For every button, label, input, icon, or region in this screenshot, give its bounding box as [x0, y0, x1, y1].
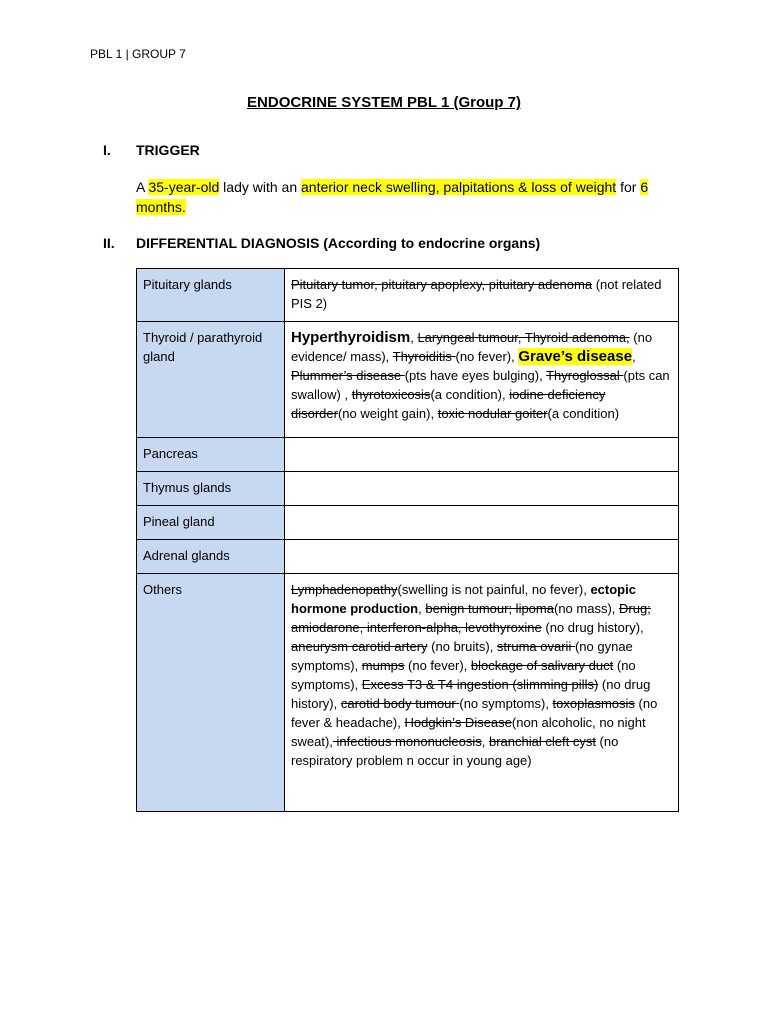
differential-diagnosis-table — [136, 268, 679, 812]
text-run: , — [481, 734, 489, 749]
section-differential-heading — [103, 235, 540, 251]
struck-text: thyrotoxicosis — [351, 387, 431, 402]
text-run: (no symptoms), — [459, 696, 553, 711]
struck-text: struma ovarii — [496, 639, 575, 654]
organ-label: Thyroid / parathyroid gland — [137, 322, 285, 438]
section-title: TRIGGER — [136, 142, 200, 158]
text-run: (no mass), — [553, 601, 619, 616]
diagnosis-cell — [285, 506, 679, 540]
struck-text: Excess T3 & T4 ingestion (slimming pills) — [361, 677, 599, 692]
text-run: (no drug history), — [291, 677, 651, 711]
text-run: (no drug history), — [541, 620, 644, 635]
text-run: (no fever), — [404, 658, 471, 673]
struck-text: Drug; amiodarone, interferon-alpha, levothyroxine — [291, 601, 651, 635]
bold-text: ectopic hormone production — [291, 582, 636, 616]
text-run: (no weight gain), — [337, 406, 438, 421]
diagnosis-cell — [285, 322, 679, 438]
trigger-paragraph — [136, 177, 666, 217]
text-run: (swelling is not painful, no fever), — [397, 582, 591, 597]
text-run: (no fever & headache), — [291, 696, 658, 730]
table-row — [137, 506, 679, 540]
section-title: DIFFERENTIAL DIAGNOSIS (According to endocrine organs) — [136, 235, 541, 251]
text-run: (a condition) — [547, 406, 620, 421]
struck-text: benign tumour; lipoma — [425, 601, 554, 616]
document-title: ENDOCRINE SYSTEM PBL 1 (Group 7) — [247, 94, 521, 111]
struck-text: Lymphadenopathy — [291, 582, 398, 597]
text-run: (no fever), — [455, 349, 519, 364]
struck-text: Thyroglossal — [546, 368, 624, 383]
diagnosis-cell — [285, 540, 679, 574]
table-row — [137, 540, 679, 574]
struck-text: Pituitary tumor, pituitary apoplexy, pituitary adenoma — [291, 277, 593, 292]
text-run: , — [418, 601, 426, 616]
struck-text: blockage of salivary duct — [470, 658, 614, 673]
struck-text: carotid body tumour — [340, 696, 460, 711]
text-run: A — [136, 179, 149, 195]
organ-label: Others — [137, 574, 285, 812]
text-run: (a condition), — [430, 387, 510, 402]
text-run: (no gynae symptoms), — [291, 639, 633, 673]
struck-text: iodine deficiency disorder — [291, 387, 606, 421]
struck-text: mumps — [361, 658, 405, 673]
highlighted-text: 35-year-old — [148, 179, 220, 195]
struck-text: Hodgkin’s Disease — [404, 715, 512, 730]
table-row — [137, 322, 679, 438]
diagnosis-cell — [285, 472, 679, 506]
highlighted-bold-text: Grave’s disease — [518, 348, 633, 365]
bold-text: Hyperthyroidism — [291, 329, 411, 346]
text-run: (non alcoholic, no night sweat), — [291, 715, 646, 749]
struck-text: infectious mononucleosis — [332, 734, 482, 749]
diagnosis-cell — [285, 574, 679, 812]
highlighted-text: anterior neck swelling, palpitations & loss of weight — [301, 179, 617, 195]
organ-label: Pituitary glands — [137, 269, 285, 322]
organ-label: Adrenal glands — [137, 540, 285, 574]
table-row — [137, 574, 679, 812]
text-run: (no bruits), — [427, 639, 497, 654]
text-run: for — [616, 179, 641, 195]
organ-label: Pancreas — [137, 438, 285, 472]
struck-text: toxoplasmosis — [552, 696, 635, 711]
organ-label: Thymus glands — [137, 472, 285, 506]
text-run: lady with an — [219, 179, 302, 195]
text-run: (no respiratory problem n occur in young age) — [291, 734, 619, 768]
text-run: , — [632, 349, 636, 364]
struck-text: aneurysm carotid artery — [291, 639, 428, 654]
struck-text: Plummer’s disease — [291, 368, 405, 383]
struck-text: Laryngeal tumour, Thyroid adenoma, — [417, 330, 630, 345]
diagnosis-cell — [285, 438, 679, 472]
organ-label: Pineal gland — [137, 506, 285, 540]
table-row — [137, 438, 679, 472]
text-run: (pts can swallow) , — [291, 368, 670, 402]
section-number: I. — [103, 142, 111, 158]
table-row — [137, 472, 679, 506]
table-row — [137, 269, 679, 322]
text-run: (no symptoms), — [291, 658, 636, 692]
text-run: (pts have eyes bulging), — [404, 368, 547, 383]
struck-text: Thyroiditis — [392, 349, 456, 364]
section-number: II. — [103, 235, 115, 251]
highlighted-text: 6 months. — [136, 179, 649, 215]
diagnosis-cell — [285, 269, 679, 322]
text-run: (not related PIS 2) — [291, 277, 662, 311]
struck-text: branchial cleft cyst — [489, 734, 596, 749]
section-trigger-heading — [103, 142, 200, 158]
page-header: PBL 1 | GROUP 7 — [90, 47, 186, 61]
text-run: , — [410, 330, 418, 345]
text-run: (no evidence/ mass), — [291, 330, 653, 364]
struck-text: toxic nodular goiter — [437, 406, 548, 421]
